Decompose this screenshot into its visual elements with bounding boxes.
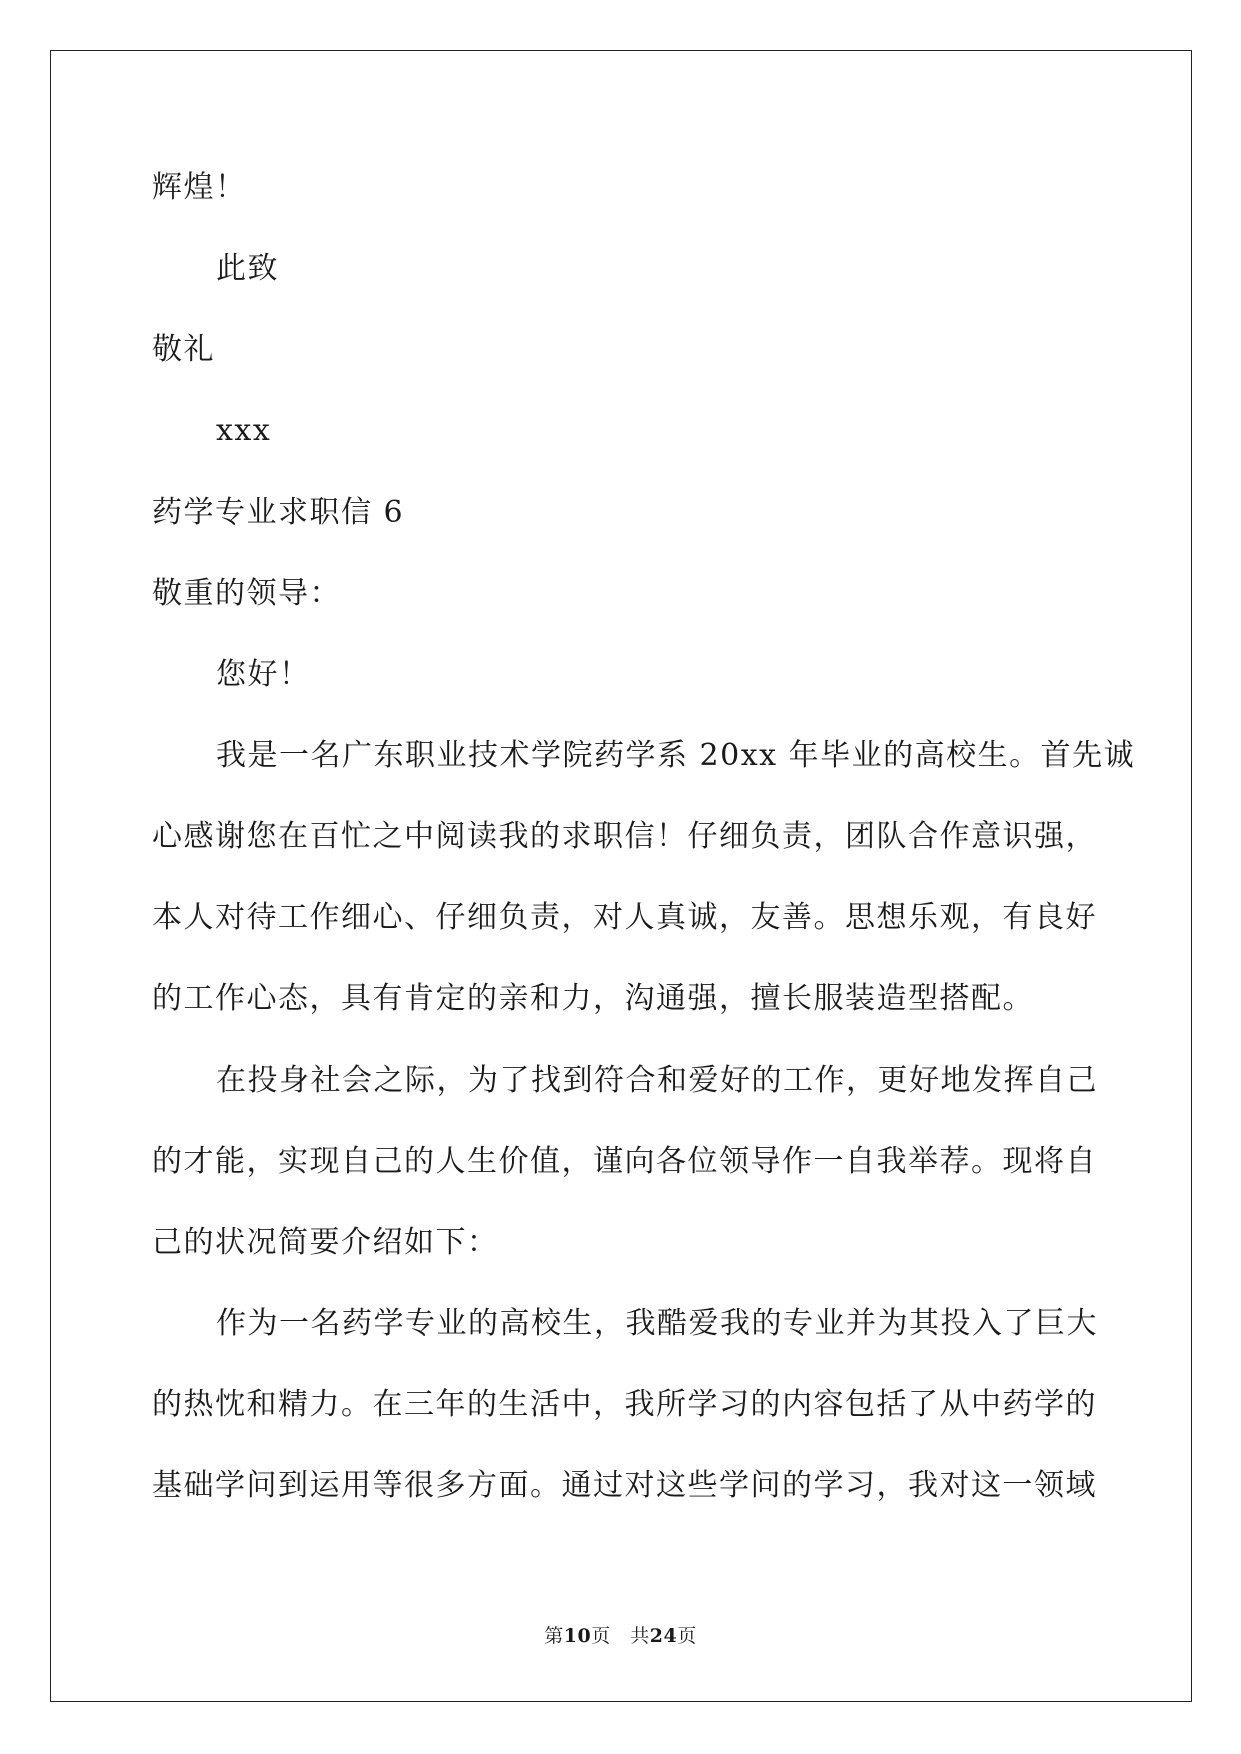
text-line: 敬礼 [152, 332, 215, 367]
total-pages-number: 24 [649, 1625, 678, 1647]
text-line: 基础学问到运用等很多方面。通过对这些学问的学习，我对这一领域 [152, 1468, 1097, 1503]
text-line: 辉煌！ [152, 170, 247, 205]
text-line: 此致 [216, 251, 279, 286]
footer-prefix: 第 [544, 1625, 564, 1647]
text-line: 本人对待工作细心、仔细负责，对人真诚，友善。思想乐观，有良好 [152, 900, 1097, 935]
text-line: 的热忱和精力。在三年的生活中，我所学习的内容包括了从中药学的 [152, 1387, 1097, 1422]
text-line: 我是一名广东职业技术学院药学系 20xx 年毕业的高校生。首先诚 [216, 738, 1136, 773]
page-footer [0, 1624, 1241, 1648]
page-border [50, 50, 1192, 1702]
text-line: 作为一名药学专业的高校生，我酷爱我的专业并为其投入了巨大 [216, 1306, 1098, 1341]
text-line: 在投身社会之际，为了找到符合和爱好的工作，更好地发挥自己 [216, 1063, 1098, 1098]
text-line: 己的状况简要介绍如下： [152, 1225, 499, 1260]
current-page-number: 10 [563, 1625, 592, 1647]
text-line: 的才能，实现自己的人生价值，谨向各位领导作一自我举荐。现将自 [152, 1144, 1097, 1179]
greeting: 您好！ [216, 657, 311, 692]
footer-middle: 页 共 [591, 1625, 650, 1647]
text-line: 心感谢您在百忙之中阅读我的求职信！仔细负责，团队合作意识强， [152, 819, 1097, 854]
text-line: xxx [216, 413, 272, 448]
text-line: 的工作心态，具有肯定的亲和力，沟通强，擅长服装造型搭配。 [152, 981, 1034, 1016]
footer-suffix: 页 [677, 1625, 697, 1647]
section-title: 药学专业求职信 6 [152, 495, 405, 530]
salutation: 敬重的领导： [152, 576, 341, 611]
